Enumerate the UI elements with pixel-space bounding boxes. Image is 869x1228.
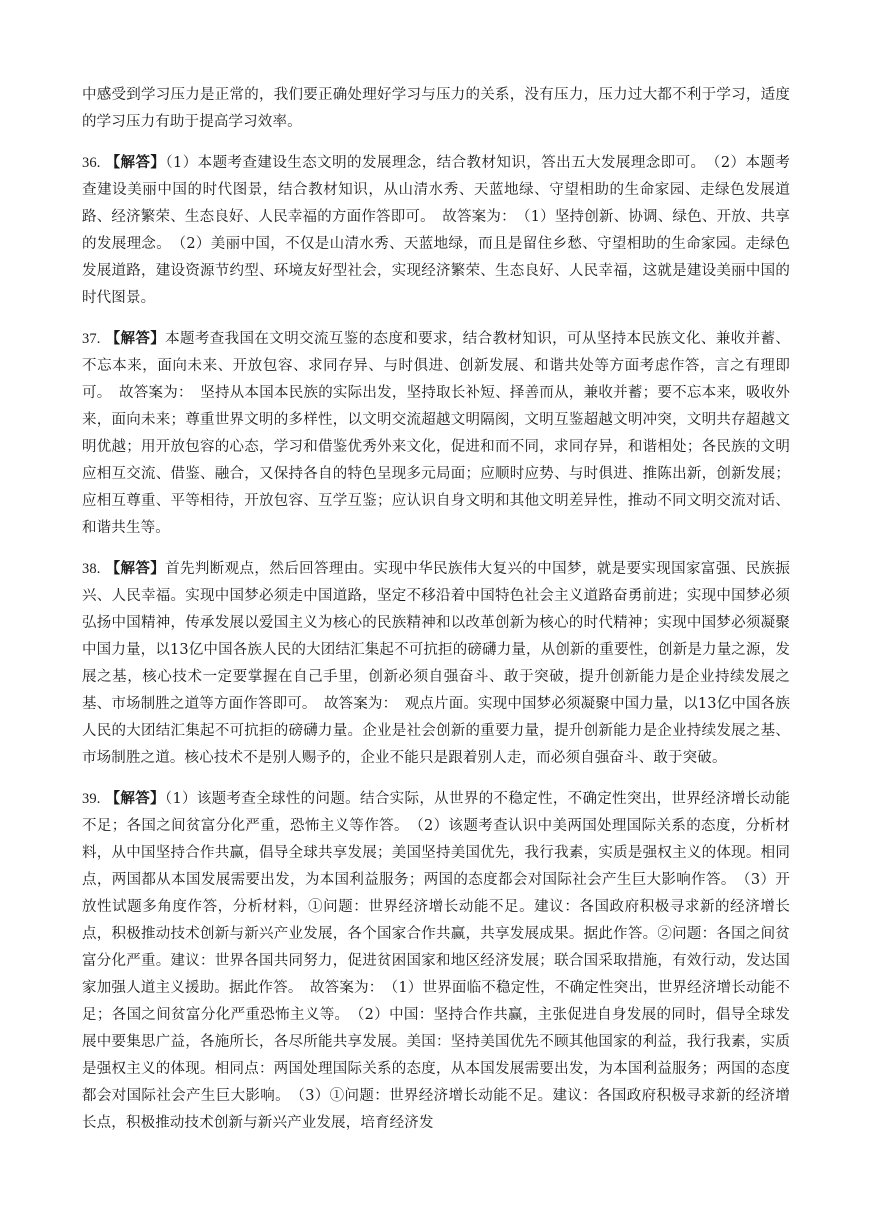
- answer-36: [82, 149, 790, 312]
- question-number: 39.: [82, 791, 101, 807]
- answer-39: [82, 785, 790, 1137]
- question-number: 38.: [82, 561, 101, 577]
- answer-text-body: [82, 82, 790, 1150]
- question-number: 36.: [82, 155, 101, 171]
- answer-tag: 【解答】: [105, 330, 166, 347]
- paragraph-text: （1）该题考查全球性的问题。结合实际，从世界的不稳定性，不确定性突出，世界经济增长动能不足；各国之间贫富分化严重，恐怖主义等作答。 （2）该题考查认识中美两国处理国际关系的态度，分析材料，从中国坚持合作共赢，倡导全球共享发展；美国坚持美国优先，我行我素，实质是强权主义的体现。相同点，两国都从本国发展需要出发，为本国利益服务；两国的态度都会对国际社会产生巨大影响作答。 （3）开放性试题多角度作答，分析材料，①问题：世界经济增长动能不足。建议：各国政府积极寻求新的经济增长点，积极推动技术创新与新兴产业发展，各个国家合作共赢，共享发展成果。据此作答。②问题：各国之间贫富分化严重。建议：世界各国共同努力，促进贫困国家和地区经济发展；联合国采取措施，有效行动，发达国家加强人道主义援助。据此作答。 故答案为： （1）世界面临不稳定性，不确定性突出，世界经济增长动能不足；各国之间贫富分化严重恐怖主义等。 （2）中国：坚持合作共赢，主张促进自身发展的同时，倡导全球发展中要集思广益，各施所长，各尽所能共享发展。美国：坚持美国优先不顾其他国家的利益，我行我素，实质是强权主义的体现。相同点：两国处理国际关系的态度，从本国发展需要出发，为本国利益服务；两国的态度都会对国际社会产生巨大影响。 （3）①问题：世界经济增长动能不足。建议：各国政府积极寻求新的经济增长点，积极推动技术创新与新兴产业发展，培育经济发: [82, 791, 791, 1131]
- answer-tag: 【解答】: [105, 154, 166, 171]
- paragraph-text: 中感受到学习压力是正常的，我们要正确处理好学习与压力的关系，没有压力，压力过大都不利于学习，适度的学习压力有助于提高学习效率。: [82, 87, 790, 130]
- paragraph-continuation: [82, 82, 790, 136]
- answer-37: [82, 325, 790, 542]
- paragraph-text: 首先判断观点，然后回答理由。实现中华民族伟大复兴的中国梦，就是要实现国家富强、民族振兴、人民幸福。实现中国梦必须走中国道路，坚定不移沿着中国特色社会主义道路奋勇前进；实现中国梦必须弘扬中国精神，传承发展以爱国主义为核心的民族精神和以改革创新为核心的时代精神；实现中国梦必须凝聚中国力量，以13亿中国各族人民的大团结汇集起不可抗拒的磅礴力量，从创新的重要性，创新是力量之源，发展之基，核心技术一定要掌握在自己手里，创新必须自强奋斗、敢于突破，提升创新能力是企业持续发展之基、市场制胜之道等方面作答即可。 故答案为： 观点片面。实现中国梦必须凝聚中国力量，以13亿中国各族人民的大团结汇集起不可抗拒的磅礴力量。企业是社会创新的重要力量，提升创新能力是企业持续发展之基、市场制胜之道。核心技术不是别人赐予的，企业不能只是跟着别人走，而必须自强奋斗、敢于突破。: [82, 561, 791, 766]
- answer-38: [82, 555, 790, 772]
- paragraph-text: （1）本题考查建设生态文明的发展理念，结合教材知识，答出五大发展理念即可。 （2）本题考查建设美丽中国的时代图景，结合教材知识，从山清水秀、天蓝地绿、守望相助的生命家园、走绿色发展道路、经济繁荣、生态良好、人民幸福的方面作答即可。 故答案为： （1）坚持创新、协调、绿色、开放、共享的发展理念。 （2）美丽中国，不仅是山清水秀、天蓝地绿，而且是留住乡愁、守望相助的生命家园。走绿色发展道路，建设资源节约型、环境友好型社会，实现经济繁荣、生态良好、人民幸福，这就是建设美丽中国的时代图景。: [82, 155, 790, 306]
- answer-tag: 【解答】: [105, 560, 166, 577]
- paragraph-text: 本题考查我国在文明交流互鉴的态度和要求，结合教材知识，可从坚持本民族文化、兼收并蓄、不忘本来，面向未来、开放包容、求同存异、与时俱进、创新发展、和谐共处等方面考虑作答，言之有理即可。 故答案为： 坚持从本国本民族的实际出发，坚持取长补短、择善而从，兼收并蓄；要不忘本来，吸收外来，面向未来；尊重世界文明的多样性，以文明交流超越文明隔阂，文明互鉴超越文明冲突，文明共存超越文明优越；用开放包容的心态，学习和借鉴优秀外来文化，促进和而不同，求同存异，和谐相处；各民族的文明应相互交流、借鉴、融合，又保持各自的特色呈现多元局面；应顺时应势、与时俱进、推陈出新，创新发展；应相互尊重、平等相待，开放包容、互学互鉴；应认识自身文明和其他文明差异性，推动不同文明交流对话、和谐共生等。: [82, 331, 791, 536]
- question-number: 37.: [82, 331, 101, 347]
- answer-tag: 【解答】: [105, 790, 165, 807]
